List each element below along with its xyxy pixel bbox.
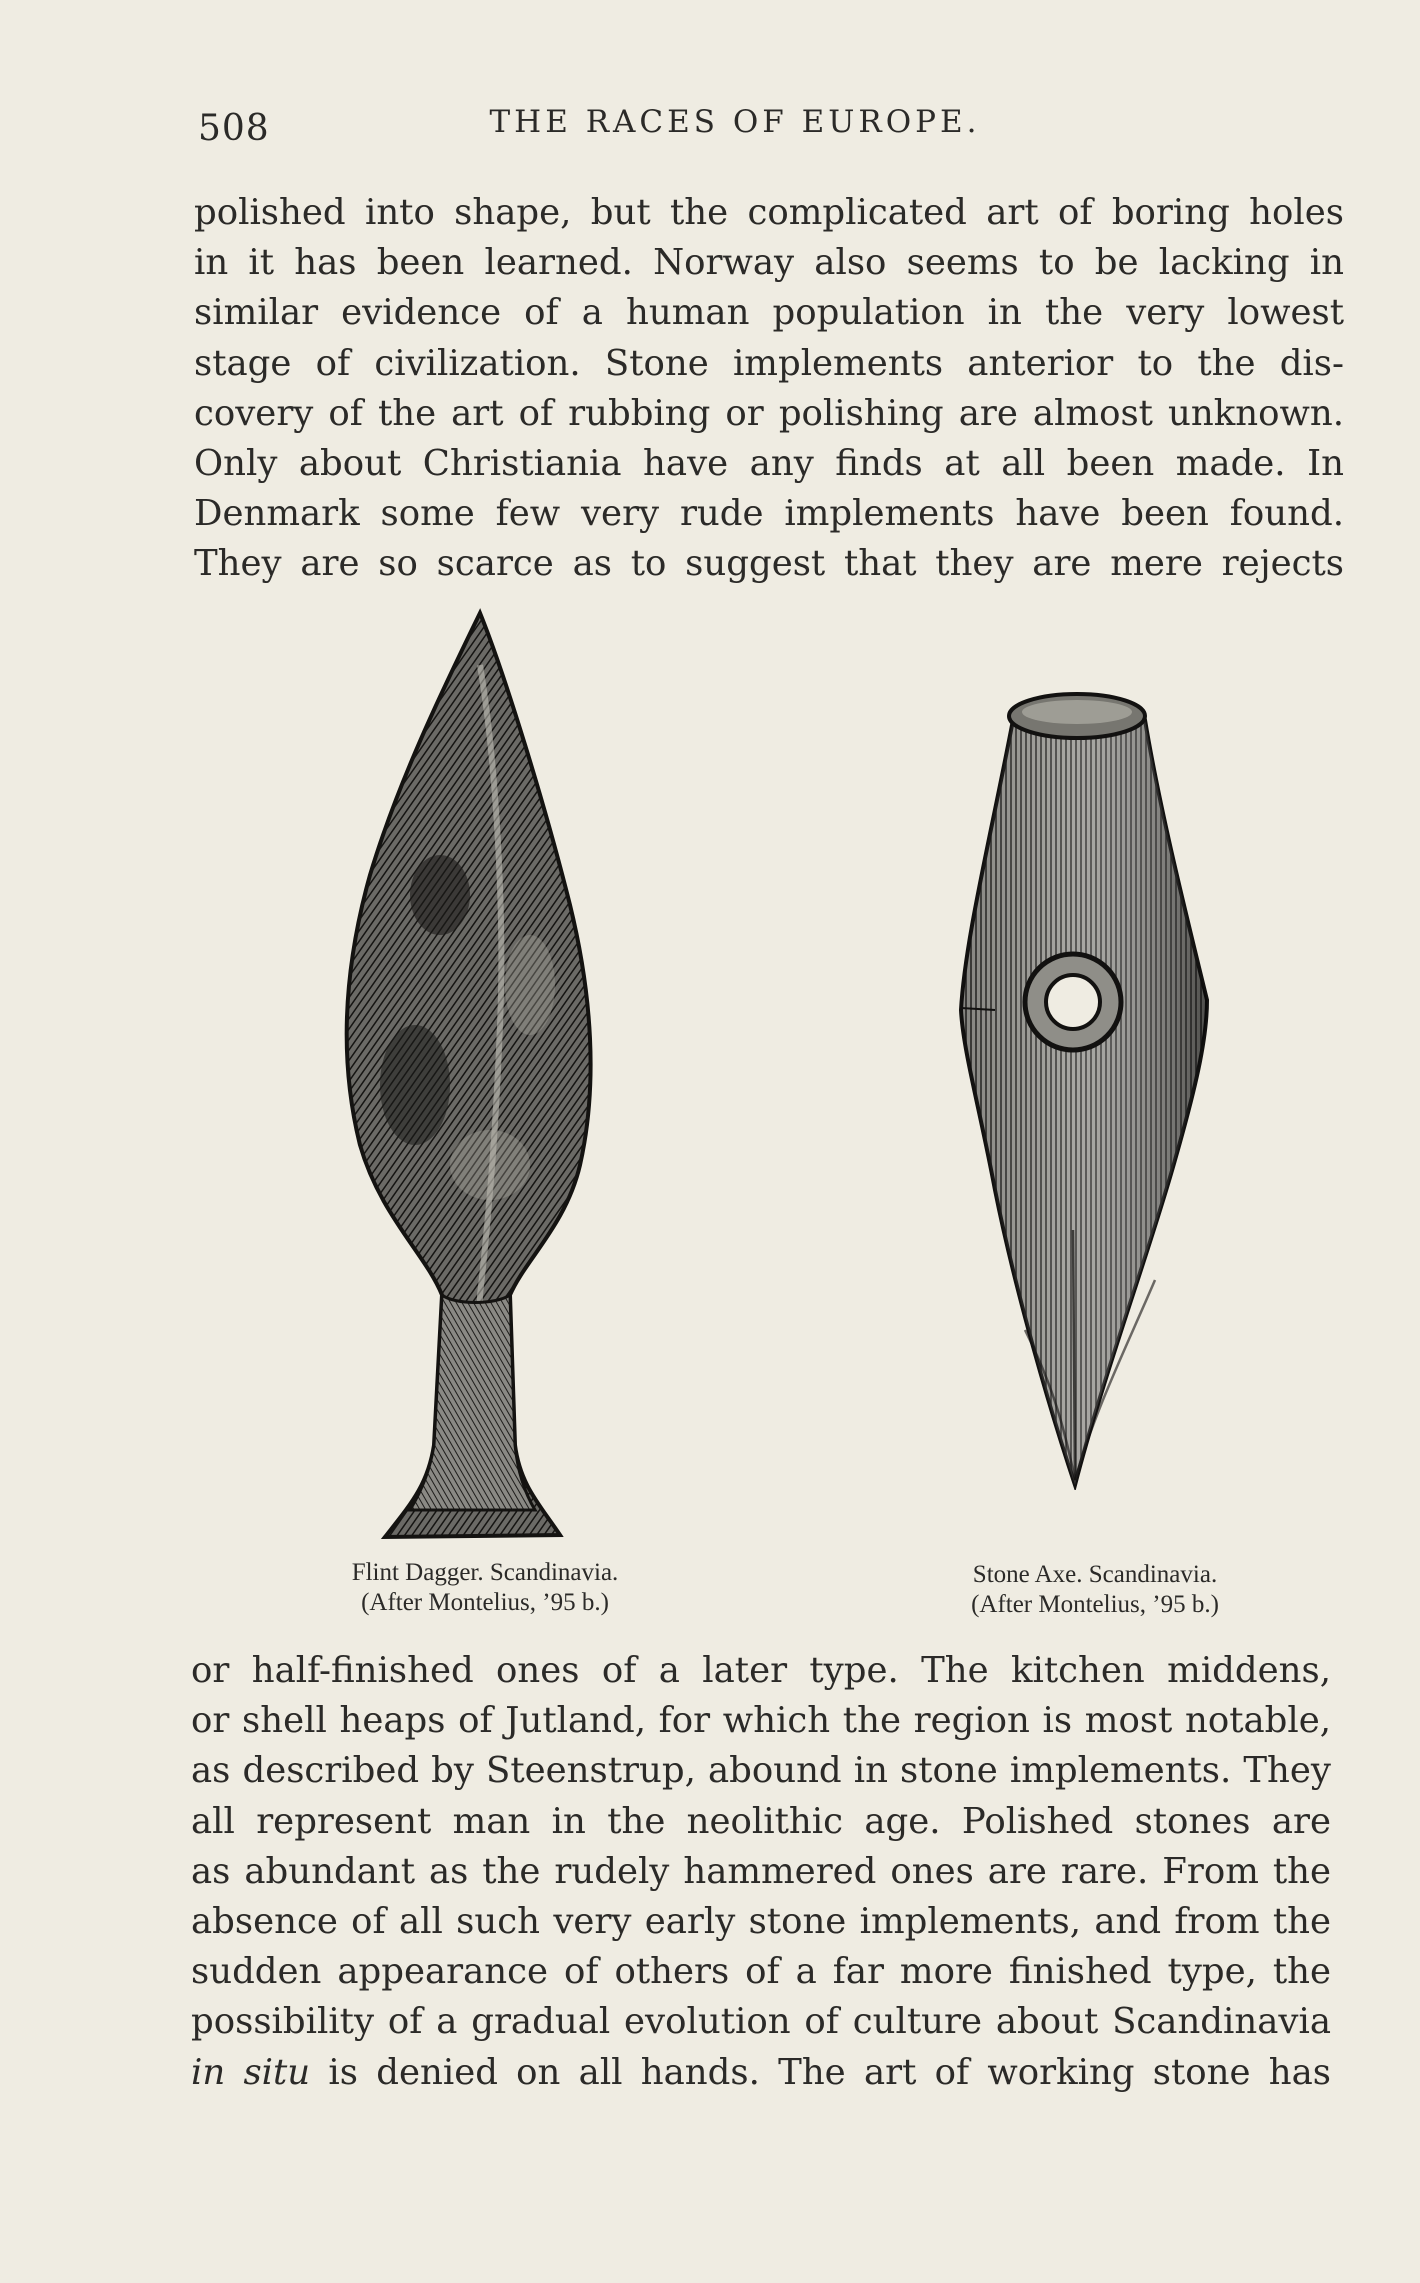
bottom-paragraph <box>191 1646 1331 2098</box>
page-number: 508 <box>198 108 270 149</box>
dagger-caption <box>240 1558 730 1618</box>
dagger-caption-title: Flint Dagger. Scandinavia. <box>351 1559 619 1586</box>
text-line: covery of the art of rubbing or polishing are almost unknown. <box>194 392 1344 434</box>
text-line: possibility of a gradual evolution of culture about Scandinavia <box>191 2001 1331 2043</box>
text-line: or shell heaps of Jutland, for which the region is most notable, <box>191 1700 1331 1742</box>
text-line: Denmark some few very rude implements have been found. <box>194 493 1344 535</box>
text-line: in it has been learned. Norway also seems to be lacking in <box>194 242 1344 284</box>
dagger-caption-source: (After Montelius, ’95 b.) <box>361 1589 609 1616</box>
axe-caption-title: Stone Axe. Scandinavia. <box>972 1561 1218 1588</box>
text-line: sudden appearance of others of a far more finished type, the <box>191 1951 1331 1993</box>
italic-phrase: in situ <box>191 2051 311 2093</box>
axe-caption <box>870 1560 1320 1620</box>
text-line: absence of all such very early stone implements, and from the <box>191 1900 1331 1942</box>
axe-caption-source: (After Montelius, ’95 b.) <box>971 1591 1219 1618</box>
text-line: stage of civilization. Stone implements anterior to the dis- <box>194 342 1344 384</box>
stone-axe-illustration <box>955 690 1215 1490</box>
text-line: or half-finished ones of a later type. The kitchen middens, <box>191 1650 1331 1691</box>
text-line: as described by Steenstrup, abound in stone implements. They <box>191 1750 1331 1792</box>
text-line-rest: is denied on all hands. The art of working stone has <box>310 2051 1332 2093</box>
text-line <box>191 2048 1331 2098</box>
text-line: similar evidence of a human population in the very lowest <box>194 292 1344 334</box>
text-line: They are so scarce as to suggest that they are mere rejects <box>194 543 1344 585</box>
text-line: polished into shape, but the complicated art of boring holes <box>194 192 1344 233</box>
top-paragraph <box>194 188 1344 590</box>
text-line: all represent man in the neolithic age. Polished stones are <box>191 1800 1331 1842</box>
flint-dagger-illustration <box>330 605 630 1545</box>
running-title: THE RACES OF EUROPE. <box>489 104 981 140</box>
text-line: Only about Christiania have any finds at all been made. In <box>194 442 1344 484</box>
text-line: as abundant as the rudely hammered ones are rare. From the <box>191 1850 1331 1892</box>
